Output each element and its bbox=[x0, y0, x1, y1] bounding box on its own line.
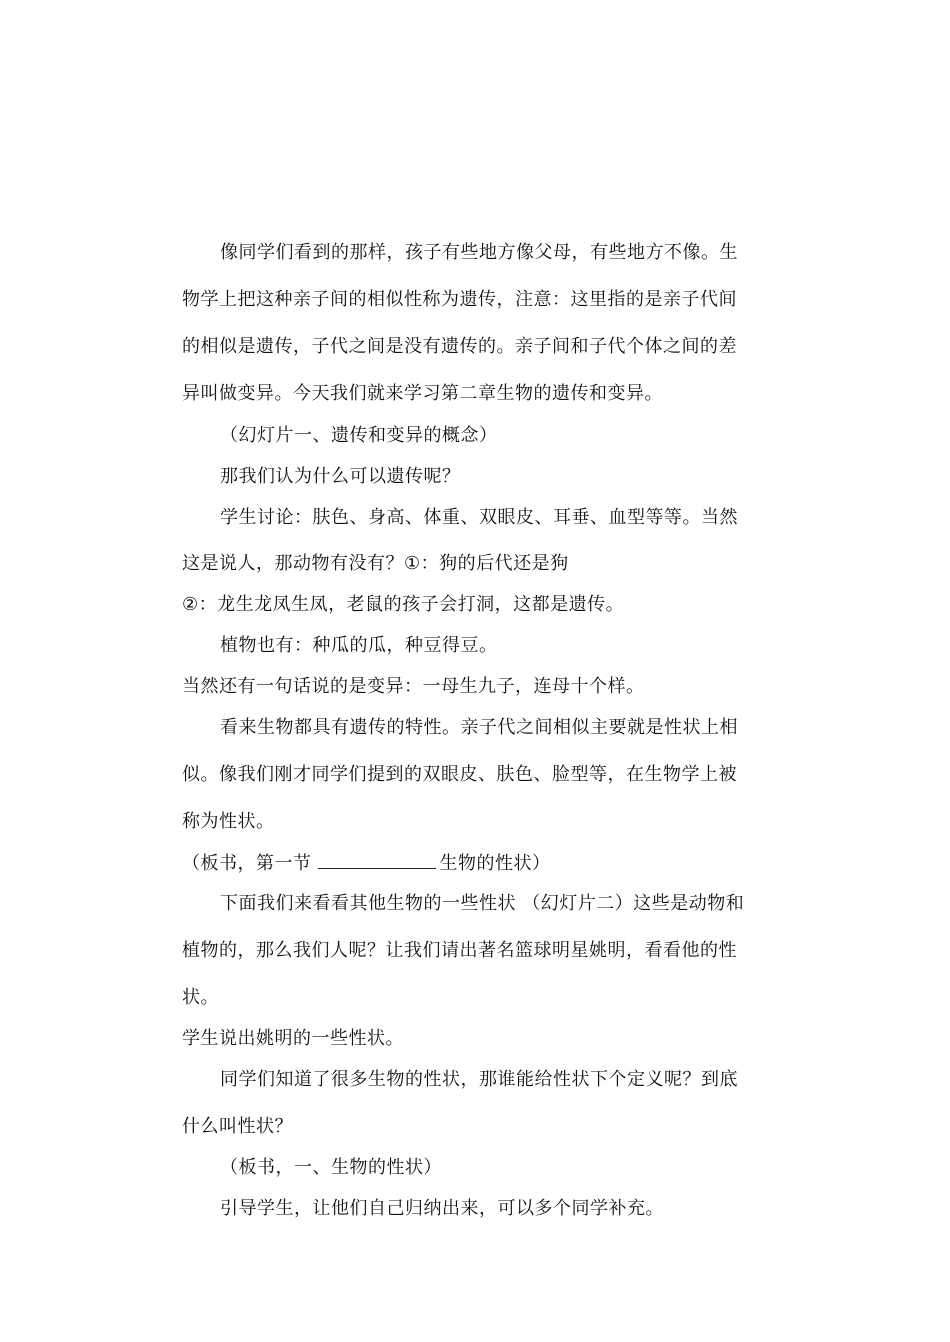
text-line: 学生讨论：肤色、身高、体重、双眼皮、耳垂、血型等等。当然 bbox=[220, 507, 738, 528]
text-line: 称为性状。 bbox=[182, 811, 275, 832]
text-line: 同学们知道了很多生物的性状，那谁能给性状下个定义呢？到底 bbox=[220, 1069, 738, 1090]
text-line: （板书，一、生物的性状） bbox=[220, 1157, 442, 1178]
text-line: 引导学生，让他们自己归纳出来，可以多个同学补充。 bbox=[220, 1198, 664, 1219]
fill-in-blank bbox=[318, 852, 436, 869]
text-line: 似。像我们刚才同学们提到的双眼皮、肤色、脸型等，在生物学上被 bbox=[182, 764, 737, 785]
text-line: 什么叫性状？ bbox=[182, 1116, 293, 1137]
board-note-start: （板书，第一节 bbox=[182, 853, 312, 874]
board-note-end: 生物的性状） bbox=[439, 853, 551, 874]
text-line: ②：龙生龙凤生凤，老鼠的孩子会打洞，这都是遗传。 bbox=[182, 594, 625, 615]
text-line: 异叫做变异。今天我们就来学习第二章生物的遗传和变异。 bbox=[182, 383, 663, 404]
text-line: 下面我们来看看其他生物的一些性状 （幻灯片二）这些是动物和 bbox=[220, 893, 745, 914]
text-line: 看来生物都具有遗传的特性。亲子代之间相似主要就是性状上相 bbox=[220, 717, 738, 738]
text-line: 像同学们看到的那样，孩子有些地方像父母，有些地方不像。生 bbox=[220, 242, 738, 263]
text-line: 当然还有一句话说的是变异：一母生九子，连母十个样。 bbox=[182, 676, 645, 697]
text-line: 那我们认为什么可以遗传呢？ bbox=[220, 466, 461, 487]
text-line: 植物也有：种瓜的瓜，种豆得豆。 bbox=[220, 635, 498, 656]
text-line: 的相似是遗传，子代之间是没有遗传的。亲子间和子代个体之间的差 bbox=[182, 336, 737, 357]
text-line: 植物的，那么我们人呢？让我们请出著名篮球明星姚明，看看他的性 bbox=[182, 940, 737, 961]
text-line: 学生说出姚明的一些性状。 bbox=[182, 1028, 404, 1049]
text-line: 物学上把这种亲子间的相似性称为遗传，注意：这里指的是亲子代间 bbox=[182, 289, 737, 310]
text-line: 这是说人，那动物有没有？①：狗的后代还是狗 bbox=[182, 553, 569, 574]
text-line: （幻灯片一、遗传和变异的概念） bbox=[220, 425, 498, 446]
text-line bbox=[182, 852, 782, 875]
text-line: 状。 bbox=[182, 987, 219, 1008]
